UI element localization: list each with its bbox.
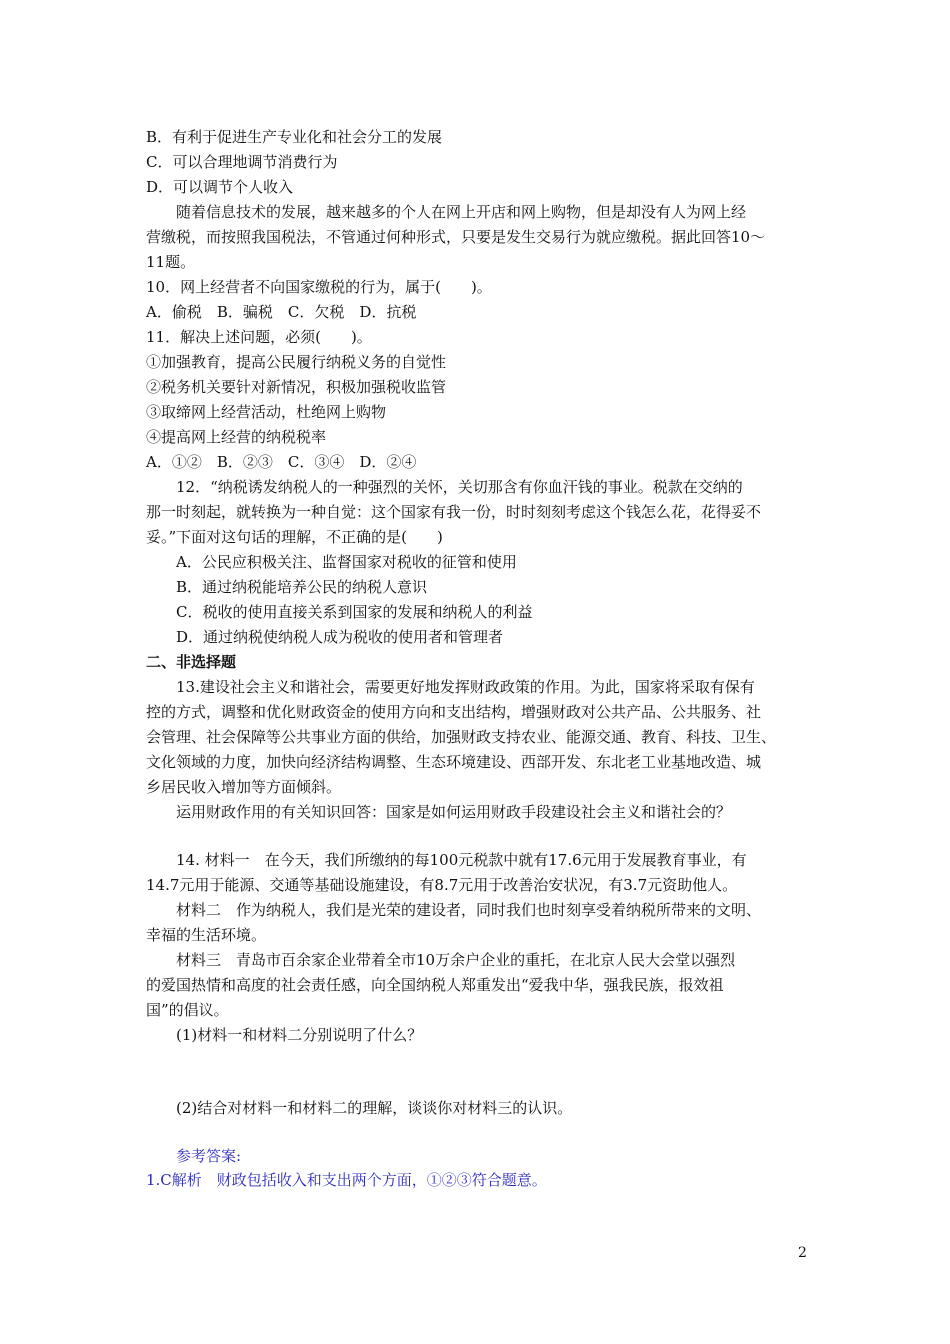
item-line: ④提高网上经营的纳税税率 [146, 428, 327, 446]
question-13-line: 乡居民收入增加等方面倾斜。 [146, 778, 342, 796]
page-number: 2 [798, 1245, 807, 1261]
question-13-line: 会管理、社会保障等公共事业方面的供给，加强财政支持农业、能源交通、教育、科技、卫生、 [146, 728, 777, 746]
passage-line: 营缴税，而按照我国税法，不管通过何种形式，只要是发生交易行为就应缴税。据此回答10～ [146, 228, 766, 246]
sub-question-2: (2)结合对材料一和材料二的理解，谈谈你对材料三的认识。 [176, 1099, 573, 1117]
option-c-line: C．可以合理地调节消费行为 [146, 153, 338, 171]
question-13-prompt: 运用财政作用的有关知识回答：国家是如何运用财政手段建设社会主义和谐社会的？ [176, 803, 732, 821]
question-14-line: 14.7元用于能源、交通等基础设施建设，有8.7元用于改善治安状况，有3.7元资助他人。 [146, 876, 738, 894]
passage-line: 11题。 [146, 253, 196, 271]
material-two: 材料二 作为纳税人，我们是光荣的建设者，同时我们也时刻享受着纳税所带来的文明、 [176, 901, 762, 919]
material-three-line: 的爱国热情和高度的社会责任感，向全国纳税人郑重发出“爱我中华，强我民族，报效祖 [146, 976, 724, 994]
material-two-line: 幸福的生活环境。 [146, 926, 267, 944]
option-line: B．通过纳税能培养公民的纳税人意识 [176, 578, 428, 596]
question-10: 10．网上经营者不向国家缴税的行为，属于( )。 [146, 278, 492, 296]
answer-line: 1.C解析 财政包括收入和支出两个方面，①②③符合题意。 [146, 1171, 547, 1189]
item-line: ③取缔网上经营活动，杜绝网上购物 [146, 403, 387, 421]
question-13-line: 文化领域的力度，加快向经济结构调整、生态环境建设、西部开发、东北老工业基地改造、城 [146, 753, 762, 771]
question-10-options: A．偷税 B．骗税 C．欠税 D．抗税 [146, 303, 417, 321]
question-12: 12．“纳税诱发纳税人的一种强烈的关怀，关切那含有你血汗钱的事业。税款在交纳的 [176, 478, 743, 496]
item-line: ②税务机关要针对新情况，积极加强税收监管 [146, 378, 447, 396]
material-three: 材料三 青岛市百余家企业带着全市10万余户企业的重托，在北京人民大会堂以强烈 [176, 951, 736, 969]
question-11: 11．解决上述问题，必须( )。 [146, 328, 372, 346]
sub-question-1: (1)材料一和材料二分别说明了什么？ [176, 1026, 423, 1044]
question-13-line: 控的方式，调整和优化财政资金的使用方向和支出结构，增强财政对公共产品、公共服务、社 [146, 703, 762, 721]
question-14: 14. 材料一 在今天，我们所缴纳的每100元税款中就有17.6元用于发展教育事业，有 [176, 851, 747, 869]
question-13: 13.建设社会主义和谐社会，需要更好地发挥财政政策的作用。为此，国家将采取有保有 [176, 678, 755, 696]
question-12-line: 妥。”下面对这句话的理解，不正确的是( ) [146, 528, 443, 546]
passage-line: 随着信息技术的发展，越来越多的个人在网上开店和网上购物，但是却没有人为网上经 [176, 203, 747, 221]
question-12-line: 那一时刻起，就转换为一种自觉：这个国家有我一份，时时刻刻考虑这个钱怎么花，花得妥不 [146, 503, 762, 521]
section-heading: 二、非选择题 [146, 653, 237, 671]
option-line: A．公民应积极关注、监督国家对税收的征管和使用 [176, 553, 517, 571]
item-line: ①加强教育，提高公民履行纳税义务的自觉性 [146, 353, 447, 371]
option-b-line: B．有利于促进生产专业化和社会分工的发展 [146, 128, 443, 146]
option-line: C．税收的使用直接关系到国家的发展和纳税人的利益 [176, 603, 533, 621]
option-d-line: D．可以调节个人收入 [146, 178, 294, 196]
answer-heading: 参考答案: [176, 1147, 242, 1165]
option-line: D．通过纳税使纳税人成为税收的使用者和管理者 [176, 628, 504, 646]
material-three-line: 国”的倡议。 [146, 1001, 229, 1019]
question-11-options: A．①② B．②③ C．③④ D．②④ [146, 453, 417, 471]
